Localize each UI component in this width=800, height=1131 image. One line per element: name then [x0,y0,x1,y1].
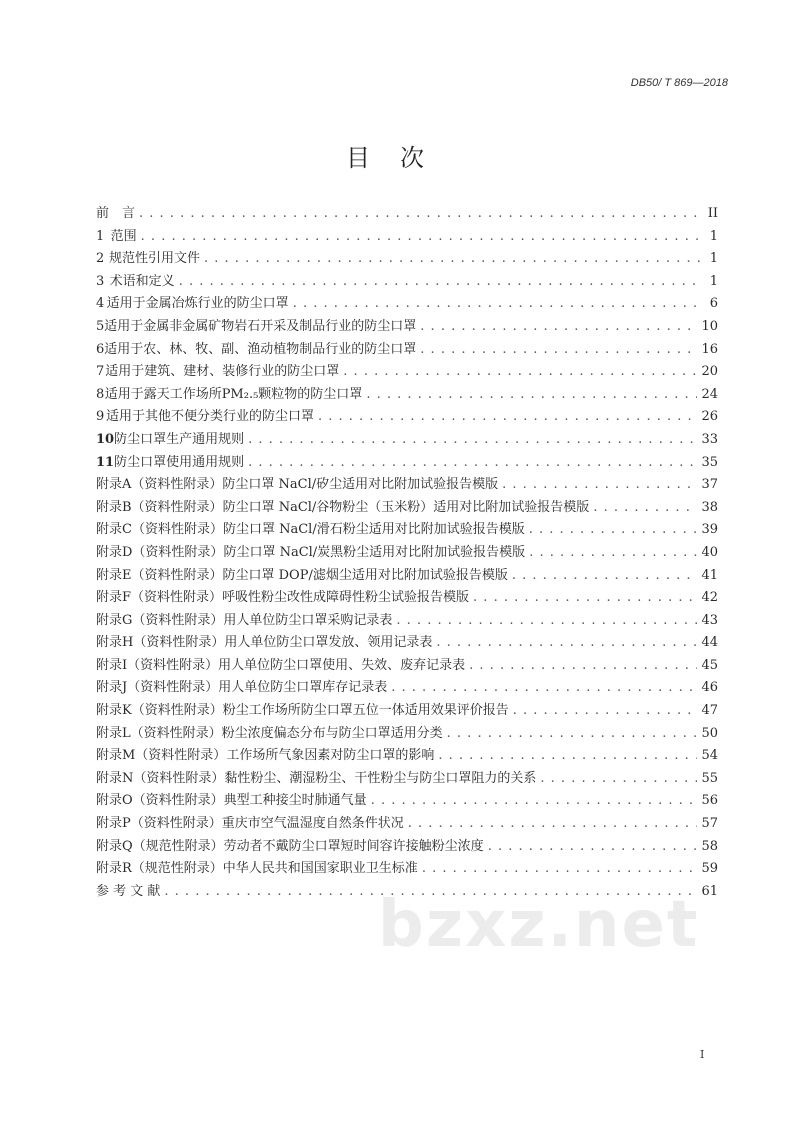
toc-entry-annex-prefix: 附录L（资料性附录） [96,725,222,741]
toc-entry[interactable] [96,745,718,768]
toc-entry-page: 20 [701,364,718,380]
toc-entry[interactable] [96,384,718,407]
toc-leader-dots [512,565,698,588]
toc-leader-dots [179,271,700,294]
toc-entry-label: 规范性引用文件 [109,251,201,267]
toc-leader-dots [204,248,700,271]
toc-leader-dots [529,542,697,565]
toc-entry-label: 用人单位防尘口罩采购记录表 [223,612,393,628]
toc-leader-dots [139,203,700,226]
toc-entry-number: 7 [96,364,105,380]
toc-entry-label: 劳动者不戴防尘口罩短时间容许接触粉尘浓度 [223,838,484,854]
table-of-contents [96,203,718,903]
toc-entry[interactable] [96,587,718,610]
toc-entry-number: 3 [96,273,105,289]
toc-entry-annex-prefix: 附录M（资料性附录） [96,748,227,764]
toc-leader-dots [371,790,698,813]
toc-entry-page: 44 [701,635,718,651]
toc-entry-annex-prefix: 附录F（资料性附录） [96,590,223,606]
toc-entry[interactable] [96,565,718,588]
toc-entry-annex-prefix: 附录P（资料性附录） [96,816,222,832]
toc-entry[interactable] [96,203,718,226]
toc-entry-page: 59 [701,861,718,877]
toc-entry-page: 33 [701,431,718,447]
toc-leader-dots [447,723,698,746]
toc-entry[interactable] [96,610,718,633]
toc-entry[interactable] [96,248,718,271]
toc-entry-page: 56 [701,793,718,809]
toc-entry-page: 43 [701,612,718,628]
toc-entry-label: 防尘口罩生产通用规则 [114,431,245,447]
toc-entry-page: 16 [701,341,718,357]
toc-entry-label: 粉尘工作场所防尘口罩五位一体适用效果评价报告 [222,703,509,719]
toc-entry-page: 37 [701,477,718,493]
toc-entry[interactable] [96,655,718,678]
toc-entry[interactable] [96,836,718,859]
toc-entry-annex-prefix: 附录H（资料性附录） [96,635,225,651]
toc-entry[interactable] [96,768,718,791]
standard-code: DB50/ T 869—2018 [630,77,728,89]
toc-entry-number: 9 [96,409,105,425]
toc-leader-dots [396,610,697,633]
toc-entry-page: 58 [701,838,718,854]
toc-leader-dots [469,655,697,678]
toc-entry-number: 2 [96,251,105,267]
toc-entry[interactable] [96,723,718,746]
toc-entry-page: 45 [701,657,718,673]
toc-entry-annex-prefix: 附录J（资料性附录） [96,680,219,696]
toc-entry-label: 防尘口罩 NaCl/谷物粉尘（玉米粉）适用对比附加试验报告模版 [222,499,590,515]
toc-leader-dots [420,339,697,362]
toc-entry-page: 54 [701,748,718,764]
toc-entry-page: 1 [709,228,718,244]
toc-leader-dots [366,384,697,407]
toc-entry-label: 中华人民共和国国家职业卫生标准 [222,861,418,877]
page-number: I [700,1048,705,1061]
toc-entry-number: 4 [96,296,105,312]
toc-entry-annex-prefix: 附录I（资料性附录） [96,657,219,673]
toc-entry[interactable] [96,406,718,429]
toc-leader-dots [473,587,697,610]
toc-leader-dots [438,745,697,768]
toc-entry-page: 40 [701,544,718,560]
toc-entry-label: 防尘口罩 NaCl/矽尘适用对比附加试验报告模版 [222,477,499,493]
toc-leader-dots [318,406,697,429]
toc-entry-annex-prefix: 附录E（资料性附录） [96,567,223,583]
toc-entry-page: 35 [701,454,718,470]
toc-entry-page: 24 [701,386,718,402]
toc-entry-page: 38 [701,499,718,515]
toc-entry-annex-prefix: 附录R（规范性附录） [96,861,223,877]
toc-entry[interactable] [96,700,718,723]
toc-entry[interactable] [96,361,718,384]
toc-entry-page: 50 [701,725,718,741]
toc-entry-page: 10 [701,318,718,334]
toc-entry[interactable] [96,790,718,813]
toc-entry-label: 适用于金属非金属矿物岩石开采及制品行业的防尘口罩 [104,318,417,334]
toc-entry-label: 适用于建筑、建材、装修行业的防尘口罩 [105,364,340,380]
toc-entry[interactable] [96,497,718,520]
toc-entry-label: 适用于农、林、牧、副、渔动植物制品行业的防尘口罩 [104,341,417,357]
toc-entry-annex-prefix: 附录N（资料性附录） [96,770,225,786]
toc-entry-annex-prefix: 附录K（资料性附录） [96,703,223,719]
toc-entry-page: 1 [709,251,718,267]
toc-entry-page: 61 [701,883,718,899]
toc-entry[interactable] [96,632,718,655]
toc-leader-dots [488,836,698,859]
toc-leader-dots [420,316,697,339]
toc-entry[interactable] [96,858,718,881]
toc-entry-label: 防尘口罩 NaCl/炭黑粉尘适用对比附加试验报告模版 [223,544,526,560]
toc-entry-annex-prefix: 附录C（资料性附录） [96,522,223,538]
toc-entry-page: 6 [709,296,718,312]
toc-leader-dots [502,474,697,497]
toc-entry-page: 55 [701,770,718,786]
toc-entry[interactable] [96,677,718,700]
toc-entry-number: 5 [96,318,105,334]
toc-leader-dots [436,632,697,655]
toc-entry-annex-prefix: 附录D（资料性附录） [96,544,224,560]
toc-entry-label: 适用于金属冶炼行业的防尘口罩 [106,296,289,312]
toc-entry-label: 黏性粉尘、潮湿粉尘、干性粉尘与防尘口罩阻力的关系 [224,770,537,786]
toc-entry-label: 用人单位防尘口罩发放、领用记录表 [224,635,433,651]
toc-leader-dots [593,497,697,520]
toc-entry[interactable] [96,813,718,836]
toc-entry-page: 47 [701,703,718,719]
toc-entry[interactable] [96,452,718,475]
toc-leader-dots [248,452,697,475]
toc-entry-label: 用人单位防尘口罩库存记录表 [218,680,388,696]
toc-leader-dots [141,226,700,249]
toc-entry-page: 39 [701,522,718,538]
toc-entry[interactable] [96,519,718,542]
toc-entry[interactable] [96,339,718,362]
toc-entry-label: 工作场所气象因素对防尘口罩的影响 [226,748,435,764]
toc-entry-label: 重庆市空气温湿度自然条件状况 [221,816,404,832]
toc-entry-page: 41 [701,567,718,583]
toc-entry-page: II [707,206,718,221]
toc-entry-page: 42 [701,590,718,606]
toc-entry-label: 范围 [110,228,137,244]
toc-entry[interactable] [96,293,718,316]
toc-entry[interactable] [96,271,718,294]
toc-leader-dots [529,519,698,542]
toc-leader-dots [343,361,697,384]
toc-entry-number: 8 [96,386,105,402]
toc-entry-page: 1 [709,273,718,289]
toc-leader-dots [422,858,698,881]
toc-entry[interactable] [96,226,718,249]
toc-entry-label: 前 言 [96,206,136,221]
toc-entry-number: 11 [96,454,115,470]
toc-entry[interactable] [96,474,718,497]
toc-entry-page: 57 [701,816,718,832]
toc-entry-label: 防尘口罩 DOP/滤烟尘适用对比附加试验报告模版 [222,567,508,583]
toc-entry-label: 适用于露天工作场所PM₂.₅颗粒物的防尘口罩 [104,386,363,402]
toc-leader-dots [293,293,700,316]
toc-entry-annex-prefix: 附录G（资料性附录） [96,612,224,628]
toc-entry[interactable] [96,542,718,565]
toc-leader-dots [540,768,697,791]
toc-entry-annex-prefix: 附录O（资料性附录） [96,793,224,809]
watermark: bzxz.net [378,888,700,962]
toc-entry-label: 典型工种接尘时肺通气量 [223,793,367,809]
toc-entry-label: 适用于其他不便分类行业的防尘口罩 [105,409,314,425]
toc-entry-annex-prefix: 附录Q（规范性附录） [96,838,224,854]
toc-entry-annex-prefix: 附录A（资料性附录） [96,477,223,493]
toc-entry-number: 6 [96,341,105,357]
toc-entry[interactable] [96,429,718,452]
toc-leader-dots [248,429,697,452]
toc-entry-number: 1 [96,228,105,244]
toc-entry-label: 呼吸性粉尘改性成障碍性粉尘试验报告模版 [222,590,470,606]
toc-leader-dots [391,677,697,700]
toc-entry-label: 参 考 文 献 [96,883,161,899]
toc-leader-dots [513,700,698,723]
toc-entry[interactable] [96,316,718,339]
toc-entry-annex-prefix: 附录B（资料性附录） [96,499,223,515]
toc-leader-dots [408,813,698,836]
toc-entry-label: 用人单位防尘口罩使用、失效、废弃记录表 [218,657,466,673]
toc-entry-page: 26 [701,409,718,425]
toc-entry-label: 粉尘浓度偏态分布与防尘口罩适用分类 [221,725,443,741]
toc-entry-label: 防尘口罩 NaCl/滑石粉尘适用对比附加试验报告模版 [222,522,525,538]
toc-entry-label: 防尘口罩使用通用规则 [114,454,245,470]
toc-entry-label: 术语和定义 [109,273,175,289]
toc-entry-page: 46 [701,680,718,696]
page-title: 目次 [346,144,454,172]
toc-entry-number: 10 [96,431,115,447]
